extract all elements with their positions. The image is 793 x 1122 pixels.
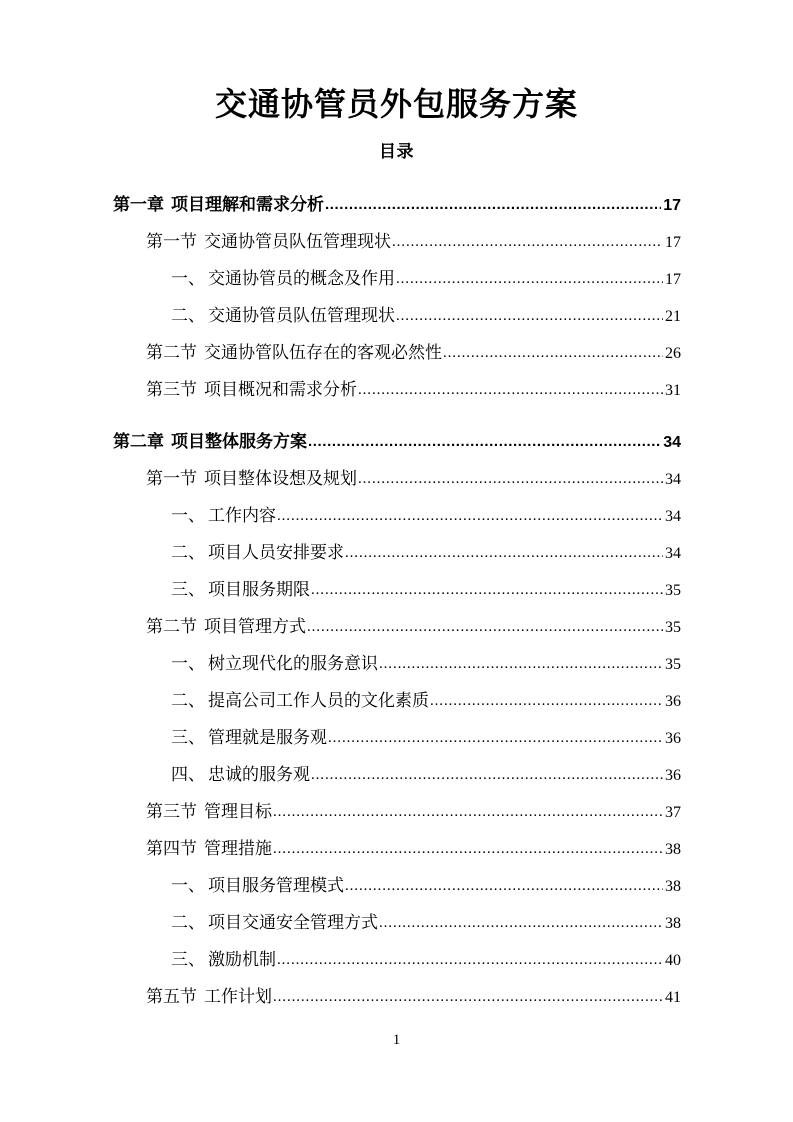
toc-entry-page-number: 38 [665,915,681,932]
toc-entry-title: 树立现代化的服务意识 [208,654,378,673]
toc-entry-level-3[interactable] [113,645,681,682]
toc-entry-page-number: 36 [665,767,681,784]
toc-dot-leader [392,224,663,260]
toc-entry-level-3[interactable] [113,297,681,334]
toc-entry-level-3[interactable] [113,534,681,571]
page-number-footer: 1 [392,1032,401,1048]
toc-entry-level-2[interactable] [113,608,681,645]
toc-dot-leader [430,683,663,719]
toc-entry-label [146,830,272,867]
toc-entry-title: 管理目标 [204,802,272,821]
toc-entry-title: 项目理解和需求分析 [171,195,324,214]
toc-dot-leader [379,646,663,682]
toc-entry-level-2[interactable] [113,978,681,1015]
toc-entry-page-number: 35 [665,619,681,636]
toc-entry-number: 第三节 [146,802,197,821]
toc-entry-label [171,756,310,793]
toc-entry-label [171,904,378,941]
toc-entry-title: 管理措施 [204,839,272,858]
toc-entry-page-number: 31 [665,382,681,399]
toc-entry-page-number: 34 [663,434,681,451]
toc-entry-number: 二、 [171,913,205,932]
toc-entry-label [113,423,307,460]
toc-entry-number: 第五节 [146,987,197,1006]
toc-entry-title: 项目概况和需求分析 [204,380,357,399]
toc-entry-number: 三、 [171,950,205,969]
toc-entry-label [146,460,357,497]
toc-entry-number: 二、 [171,306,205,325]
toc-entry-page-number: 34 [665,545,681,562]
toc-entry-level-3[interactable] [113,682,681,719]
toc-entry-number: 第二节 [146,617,197,636]
toc-entry-title: 工作内容 [208,506,276,525]
toc-entry-title: 提高公司工作人员的文化素质 [208,691,429,710]
toc-dot-leader [379,905,663,941]
toc-entry-page-number: 35 [665,656,681,673]
toc-entry-title: 工作计划 [204,987,272,1006]
toc-entry-title: 项目管理方式 [204,617,306,636]
toc-entry-number: 第二章 [113,432,164,451]
toc-entry-label [171,260,395,297]
toc-entry-level-3[interactable] [113,756,681,793]
toc-entry-page-number: 38 [665,841,681,858]
toc-dot-leader [307,609,663,645]
toc-entry-level-3[interactable] [113,904,681,941]
toc-entry-number: 一、 [171,269,205,288]
toc-entry-label [171,497,276,534]
toc-entry-page-number: 34 [665,471,681,488]
toc-entry-number: 第二节 [146,343,197,362]
toc-entry-label [171,534,344,571]
toc-entry-page-number: 17 [665,234,681,251]
toc-entry-title: 交通协管员队伍管理现状 [208,306,395,325]
toc-entry-page-number: 36 [665,693,681,710]
toc-entry-number: 一、 [171,506,205,525]
toc-entry-level-1[interactable] [113,186,681,223]
toc-entry-label [171,297,395,334]
toc-entry-label [171,719,327,756]
toc-dot-leader [308,423,661,460]
toc-entry-title: 项目服务管理模式 [208,876,344,895]
toc-dot-leader [273,831,663,867]
document-title: 交通协管员外包服务方案 [214,86,578,122]
toc-entry-label [113,186,324,223]
toc-entry-label [171,645,378,682]
toc-entry-title: 交通协管队伍存在的客观必然性 [204,343,442,362]
toc-entry-level-3[interactable] [113,571,681,608]
toc-entry-label [146,223,391,260]
toc-entry-level-3[interactable] [113,867,681,904]
toc-dot-leader [277,498,663,534]
toc-dot-leader [443,335,663,371]
toc-entry-title: 激励机制 [208,950,276,969]
toc-entry-page-number: 17 [665,271,681,288]
toc-dot-leader [325,186,661,223]
toc-dot-leader [345,535,663,571]
toc-entry-number: 三、 [171,580,205,599]
toc-entry-level-2[interactable] [113,223,681,260]
toc-entry-label [171,571,310,608]
toc-entry-level-1[interactable] [113,423,681,460]
toc-entry-number: 一、 [171,876,205,895]
toc-entry-title: 项目交通安全管理方式 [208,913,378,932]
toc-entry-number: 第一节 [146,469,197,488]
toc-entry-level-2[interactable] [113,334,681,371]
toc-entry-label [146,793,272,830]
toc-entry-level-3[interactable] [113,260,681,297]
toc-entry-title: 忠诚的服务观 [208,765,310,784]
toc-dot-leader [358,372,663,408]
toc-entry-page-number: 34 [665,508,681,525]
toc-dot-leader [311,572,663,608]
toc-entry-number: 第三节 [146,380,197,399]
toc-entry-title: 管理就是服务观 [208,728,327,747]
toc-entry-level-2[interactable] [113,793,681,830]
toc-entry-page-number: 37 [665,804,681,821]
toc-dot-leader [311,757,663,793]
toc-entry-page-number: 17 [663,197,681,214]
toc-entry-level-3[interactable] [113,497,681,534]
toc-entry-number: 四、 [171,765,205,784]
toc-entry-title: 项目人员安排要求 [208,543,344,562]
toc-dot-leader [396,261,663,297]
toc-entry-level-2[interactable] [113,830,681,867]
toc-entry-number: 二、 [171,543,205,562]
toc-entry-label [171,867,344,904]
toc-dot-leader [396,298,663,334]
toc-entry-title: 项目服务期限 [208,580,310,599]
table-of-contents [113,186,681,1015]
toc-entry-page-number: 36 [665,730,681,747]
toc-entry-label [146,334,442,371]
toc-entry-page-number: 21 [665,308,681,325]
toc-entry-page-number: 35 [665,582,681,599]
toc-entry-title: 交通协管员队伍管理现状 [204,232,391,251]
toc-entry-label [146,608,306,645]
toc-entry-page-number: 40 [665,952,681,969]
toc-entry-label [171,941,276,978]
toc-entry-number: 第一章 [113,195,164,214]
toc-entry-title: 项目整体服务方案 [171,432,307,451]
toc-entry-level-2[interactable] [113,371,681,408]
toc-dot-leader [273,794,663,830]
toc-entry-label [146,978,272,1015]
toc-dot-leader [328,720,663,756]
toc-entry-label [146,371,357,408]
toc-entry-number: 一、 [171,654,205,673]
toc-entry-level-3[interactable] [113,941,681,978]
toc-entry-page-number: 26 [665,345,681,362]
toc-entry-number: 三、 [171,728,205,747]
toc-entry-page-number: 38 [665,878,681,895]
toc-entry-title: 交通协管员的概念及作用 [208,269,395,288]
toc-entry-level-2[interactable] [113,460,681,497]
toc-entry-page-number: 41 [665,989,681,1006]
toc-entry-number: 二、 [171,691,205,710]
table-of-contents-heading: 目录 [379,142,414,161]
toc-entry-number: 第四节 [146,839,197,858]
toc-dot-leader [358,461,663,497]
toc-entry-label [171,682,429,719]
toc-dot-leader [277,942,663,978]
toc-dot-leader [273,979,663,1015]
toc-entry-number: 第一节 [146,232,197,251]
toc-entry-level-3[interactable] [113,719,681,756]
toc-entry-title: 项目整体设想及规划 [204,469,357,488]
toc-dot-leader [345,868,663,904]
